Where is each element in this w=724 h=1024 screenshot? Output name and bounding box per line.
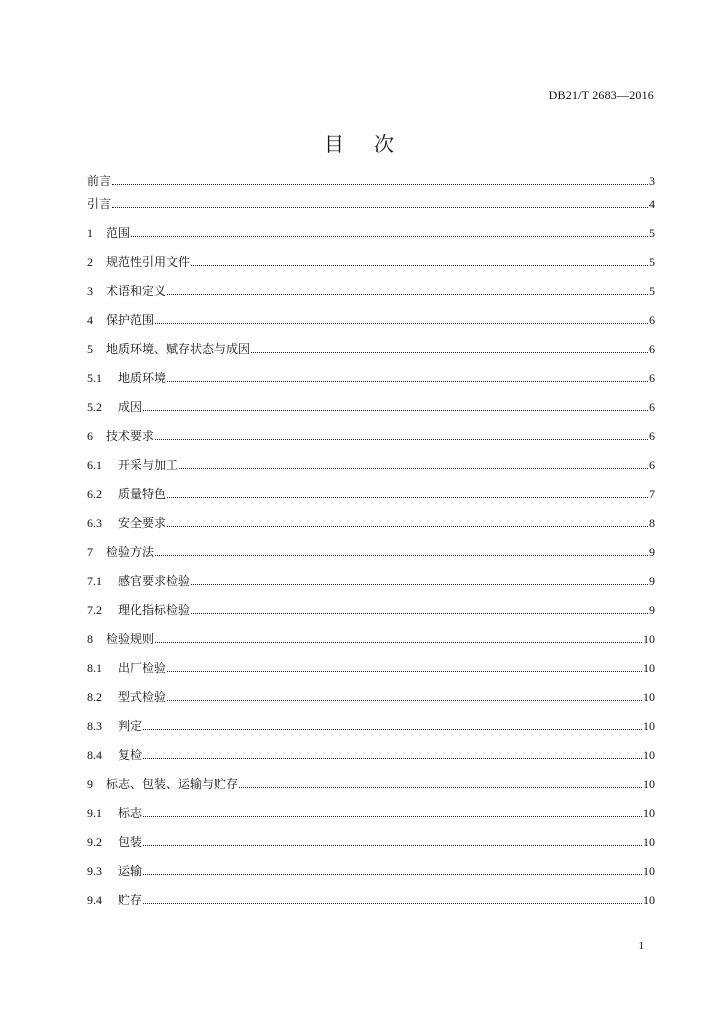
toc-entry-title: 标志 bbox=[118, 806, 143, 820]
toc-entry-page: 6 bbox=[649, 342, 655, 356]
toc-entry-title: 术语和定义 bbox=[106, 284, 167, 298]
toc-dot-leader bbox=[179, 467, 648, 469]
toc-entry-number: 6.1 bbox=[87, 458, 102, 472]
toc-dot-leader bbox=[131, 235, 648, 237]
toc-entry-page: 10 bbox=[643, 893, 655, 907]
toc-entry-title: 包装 bbox=[118, 835, 143, 849]
toc-entry-page: 10 bbox=[643, 748, 655, 762]
toc-entry[interactable] bbox=[87, 891, 655, 907]
toc-dot-leader bbox=[167, 699, 642, 701]
toc-entry-page: 5 bbox=[649, 226, 655, 240]
toc-entry[interactable] bbox=[87, 253, 655, 269]
toc-dot-leader bbox=[143, 844, 642, 846]
toc-entry-page: 10 bbox=[643, 632, 655, 646]
toc-entry-page: 6 bbox=[649, 400, 655, 414]
toc-entry[interactable] bbox=[87, 514, 655, 530]
toc-dot-leader bbox=[112, 183, 648, 185]
toc-entry-title: 开采与加工 bbox=[118, 458, 179, 472]
toc-entry-title: 技术要求 bbox=[106, 429, 155, 443]
toc-entry-page: 7 bbox=[649, 487, 655, 501]
toc-entry-title: 前言 bbox=[87, 174, 112, 188]
toc-entry-title: 检验方法 bbox=[106, 545, 155, 559]
toc-dot-leader bbox=[112, 206, 648, 208]
toc-entry-number: 7 bbox=[87, 545, 93, 559]
toc-dot-leader bbox=[251, 351, 648, 353]
toc-entry-page: 10 bbox=[643, 690, 655, 704]
toc-entry-number: 8 bbox=[87, 632, 93, 646]
toc-entry[interactable] bbox=[87, 804, 655, 820]
toc-entry-title: 运输 bbox=[118, 864, 143, 878]
toc-entry[interactable] bbox=[87, 746, 655, 762]
toc-entry-page: 5 bbox=[649, 255, 655, 269]
page-number: 1 bbox=[638, 940, 644, 952]
toc-entry-number: 5.1 bbox=[87, 371, 102, 385]
toc-entry-page: 9 bbox=[649, 574, 655, 588]
toc-entry-number: 6.3 bbox=[87, 516, 102, 530]
toc-entry-number: 5 bbox=[87, 342, 93, 356]
toc-entry-number: 6.2 bbox=[87, 487, 102, 501]
toc-dot-leader bbox=[143, 728, 642, 730]
toc-entry-title: 规范性引用文件 bbox=[106, 255, 191, 269]
toc-dot-leader bbox=[143, 409, 648, 411]
toc-entry[interactable] bbox=[87, 224, 655, 240]
toc-entry[interactable] bbox=[87, 195, 655, 211]
toc-entry-number: 6 bbox=[87, 429, 93, 443]
toc-entry-title: 判定 bbox=[118, 719, 143, 733]
toc-dot-leader bbox=[143, 815, 642, 817]
toc-entry-number: 5.2 bbox=[87, 400, 102, 414]
toc-entry-title: 成因 bbox=[118, 400, 143, 414]
toc-entry[interactable] bbox=[87, 456, 655, 472]
toc-entry-number: 8.3 bbox=[87, 719, 102, 733]
toc-entry-number: 2 bbox=[87, 255, 93, 269]
toc-entry[interactable] bbox=[87, 775, 655, 791]
toc-entry-title: 检验规则 bbox=[106, 632, 155, 646]
toc-entry-number: 1 bbox=[87, 226, 93, 240]
toc-entry-number: 9.4 bbox=[87, 893, 102, 907]
toc-dot-leader bbox=[191, 583, 648, 585]
toc-dot-leader bbox=[155, 554, 648, 556]
toc-entry[interactable] bbox=[87, 630, 655, 646]
toc-entry-number: 4 bbox=[87, 313, 93, 327]
toc-entry-page: 6 bbox=[649, 429, 655, 443]
toc-dot-leader bbox=[167, 525, 648, 527]
toc-dot-leader bbox=[155, 322, 648, 324]
toc-entry-title: 范围 bbox=[106, 226, 131, 240]
document-code: DB21/T 2683—2016 bbox=[548, 88, 654, 102]
toc-entry-number: 9.1 bbox=[87, 806, 102, 820]
toc-entry[interactable] bbox=[87, 659, 655, 675]
toc-dot-leader bbox=[239, 786, 642, 788]
toc-entry-page: 10 bbox=[643, 835, 655, 849]
toc-entry-number: 8.1 bbox=[87, 661, 102, 675]
toc-entry-page: 3 bbox=[649, 174, 655, 188]
toc-entry[interactable] bbox=[87, 369, 655, 385]
toc-entry[interactable] bbox=[87, 485, 655, 501]
toc-entry-title: 保护范围 bbox=[106, 313, 155, 327]
toc-entry-title: 理化指标检验 bbox=[118, 603, 191, 617]
toc-entry[interactable] bbox=[87, 601, 655, 617]
toc-entry-number: 3 bbox=[87, 284, 93, 298]
toc-entry[interactable] bbox=[87, 340, 655, 356]
toc-entry[interactable] bbox=[87, 282, 655, 298]
toc-entry-page: 10 bbox=[643, 806, 655, 820]
toc-entry-title: 感官要求检验 bbox=[118, 574, 191, 588]
toc-entry[interactable] bbox=[87, 688, 655, 704]
toc-entry-title: 复检 bbox=[118, 748, 143, 762]
toc-entry-number: 8.2 bbox=[87, 690, 102, 704]
toc-entry-title: 标志、包装、运输与贮存 bbox=[106, 777, 239, 791]
toc-entry-page: 5 bbox=[649, 284, 655, 298]
toc-entry[interactable] bbox=[87, 572, 655, 588]
toc-entry[interactable] bbox=[87, 172, 655, 188]
toc-entry-page: 6 bbox=[649, 313, 655, 327]
toc-entry-title: 质量特色 bbox=[118, 487, 167, 501]
toc-dot-leader bbox=[155, 641, 642, 643]
toc-entry-title: 安全要求 bbox=[118, 516, 167, 530]
toc-entry-page: 4 bbox=[649, 197, 655, 211]
toc-dot-leader bbox=[143, 757, 642, 759]
toc-dot-leader bbox=[143, 902, 642, 904]
toc-entry-title: 出厂检验 bbox=[118, 661, 167, 675]
toc-entry-page: 10 bbox=[643, 864, 655, 878]
toc-entry-page: 8 bbox=[649, 516, 655, 530]
toc-entry-number: 9.3 bbox=[87, 864, 102, 878]
toc-entry-page: 9 bbox=[649, 545, 655, 559]
toc-entry[interactable] bbox=[87, 398, 655, 414]
toc-entry-number: 9 bbox=[87, 777, 93, 791]
toc-entry-page: 9 bbox=[649, 603, 655, 617]
toc-entry-title: 型式检验 bbox=[118, 690, 167, 704]
toc-entry-number: 7.1 bbox=[87, 574, 102, 588]
toc-entry-page: 10 bbox=[643, 661, 655, 675]
toc-entry-number: 9.2 bbox=[87, 835, 102, 849]
toc-dot-leader bbox=[167, 293, 648, 295]
toc-dot-leader bbox=[167, 496, 648, 498]
toc-entry-page: 6 bbox=[649, 458, 655, 472]
toc-entry-title: 贮存 bbox=[118, 893, 143, 907]
toc-entry[interactable] bbox=[87, 543, 655, 559]
toc-entry-number: 8.4 bbox=[87, 748, 102, 762]
toc-entry-page: 10 bbox=[643, 777, 655, 791]
toc-entry[interactable] bbox=[87, 311, 655, 327]
toc-heading bbox=[0, 128, 724, 157]
toc-dot-leader bbox=[155, 438, 648, 440]
toc-dot-leader bbox=[167, 670, 642, 672]
toc-dot-leader bbox=[191, 264, 648, 266]
toc-heading-right: 次 bbox=[374, 132, 400, 156]
toc-entry-number: 7.2 bbox=[87, 603, 102, 617]
toc-entry-page: 6 bbox=[649, 371, 655, 385]
toc-entry[interactable] bbox=[87, 833, 655, 849]
toc-entry-page: 10 bbox=[643, 719, 655, 733]
toc-entry-title: 地质环境 bbox=[118, 371, 167, 385]
toc-entry-title: 引言 bbox=[87, 197, 112, 211]
toc-dot-leader bbox=[191, 612, 648, 614]
toc-heading-left: 目 bbox=[324, 132, 350, 156]
toc-dot-leader bbox=[143, 873, 642, 875]
toc-dot-leader bbox=[167, 380, 648, 382]
toc-entry[interactable] bbox=[87, 862, 655, 878]
toc-entry-title: 地质环境、赋存状态与成因 bbox=[106, 342, 251, 356]
toc-entry[interactable] bbox=[87, 717, 655, 733]
toc-entry[interactable] bbox=[87, 427, 655, 443]
